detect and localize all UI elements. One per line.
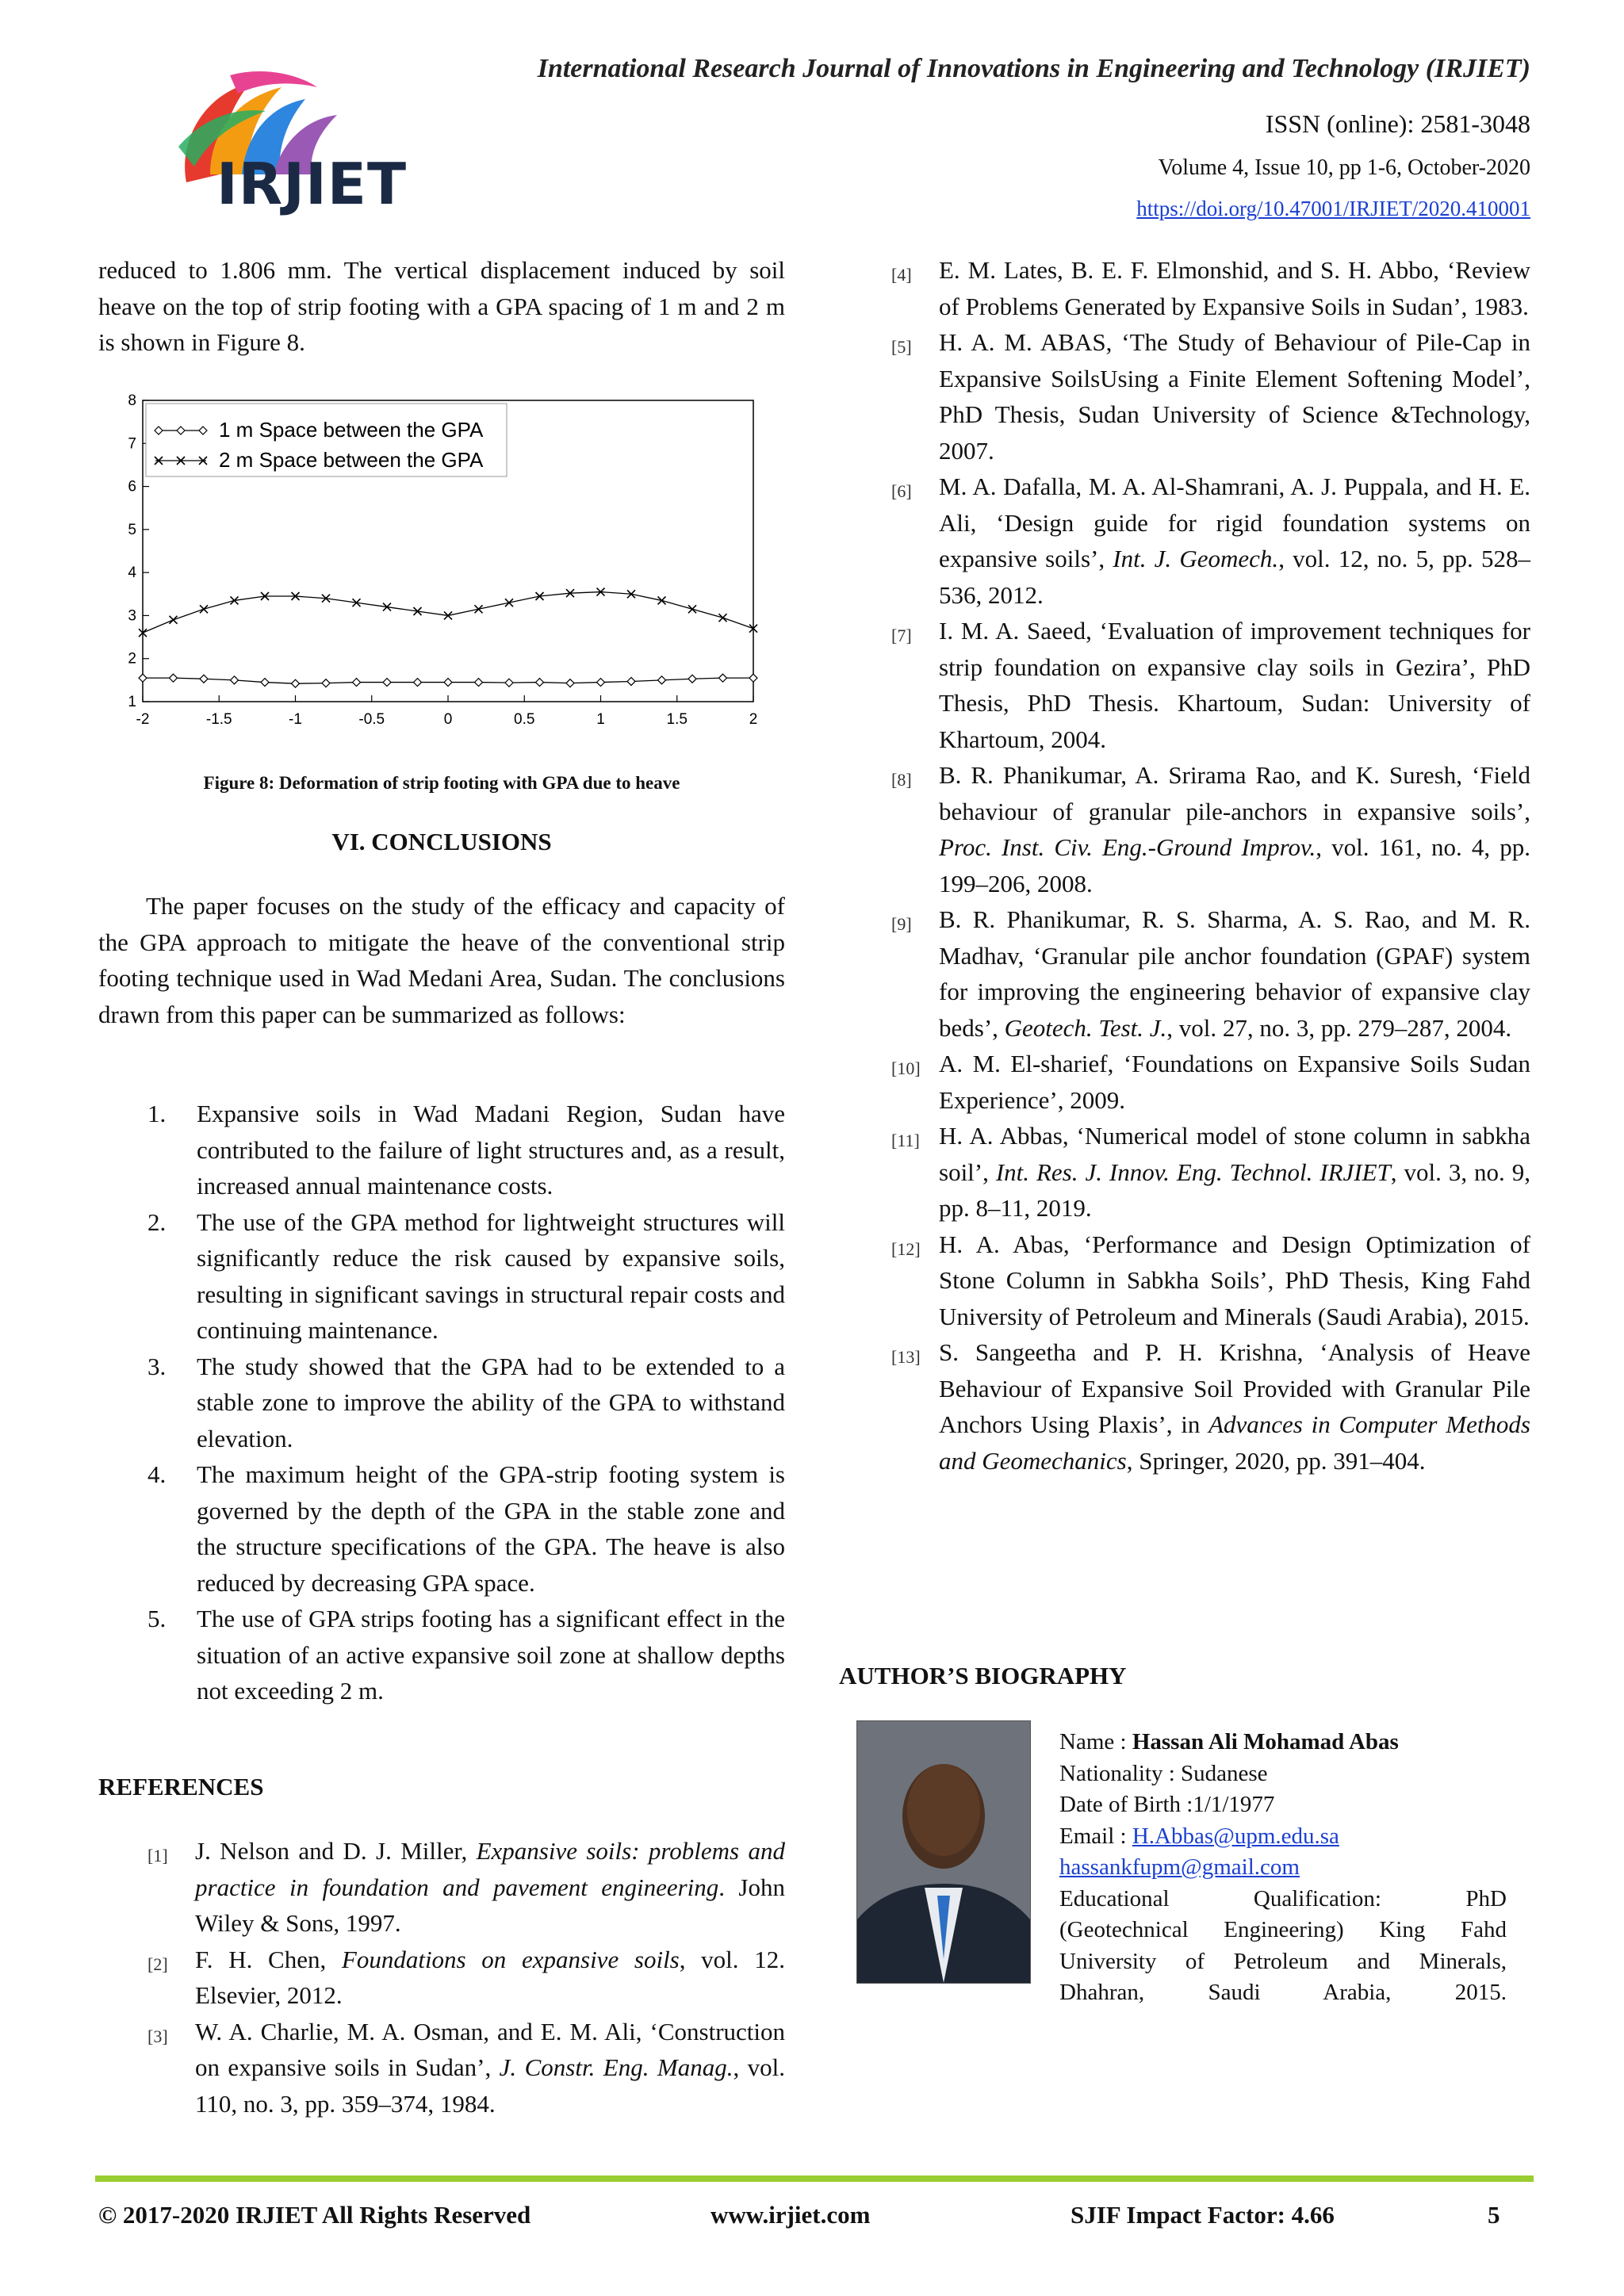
- reference-text: H. A. Abas, ‘Performance and Design Optimization of Stone Column in Sabkha Soils’, PhD Thesis, King Fahd University of Petroleum and Minerals (Saudi Arabia), 2015.: [939, 1230, 1530, 1330]
- footer-copyright: © 2017-2020 IRJIET All Rights Reserved: [98, 2201, 531, 2229]
- issn: ISSN (online): 2581-3048: [1265, 109, 1530, 138]
- reference-text: A. M. El-sharief, ‘Foundations on Expansive Soils Sudan Experience’, 2009.: [939, 1050, 1530, 1114]
- data-point-diamond: [658, 676, 666, 684]
- reference-item: [891, 252, 1530, 324]
- reference-number: [8]: [891, 770, 912, 790]
- chart-svg: [119, 388, 777, 737]
- conclusion-text: The study showed that the GPA had to be extended to a stable zone to improve the ability of the GPA to withstand elevation.: [197, 1352, 785, 1452]
- data-point-diamond: [719, 674, 727, 682]
- reference-text: E. M. Lates, B. E. F. Elmonshid, and S. H. Abbo, ‘Review of Problems Generated by Expansive Soils in Sudan’, 1983.: [939, 256, 1530, 320]
- journal-logo: [155, 63, 408, 230]
- data-point-diamond: [383, 679, 391, 687]
- x-tick-label: -1.5: [205, 711, 232, 728]
- data-point-x: [200, 605, 208, 613]
- reference-text: M. A. Dafalla, M. A. Al-Shamrani, A. J. Puppala, and H. E. Ali, ‘Design guide for rigid foundation systems on expansive soils’, Int. J. Geomech., vol. 12, no. 5, pp. 528–536, 2012.: [939, 473, 1530, 609]
- conclusion-item: [98, 1349, 785, 1457]
- x-tick-label: 0.5: [514, 711, 535, 728]
- y-tick-label: 7: [128, 435, 136, 453]
- y-tick-label: 4: [128, 564, 136, 582]
- reference-text: F. H. Chen, Foundations on expansive soils, vol. 12. Elsevier, 2012.: [195, 1945, 785, 2009]
- reference-item: [147, 1833, 785, 1942]
- conclusions-intro: [98, 888, 785, 1032]
- reference-item: [891, 1226, 1530, 1335]
- bio-email-line-2: [1059, 1852, 1507, 1884]
- reference-number: [4]: [891, 265, 912, 285]
- footer-impact-factor: SJIF Impact Factor: 4.66: [1071, 2201, 1335, 2229]
- data-point-x: [170, 616, 178, 624]
- reference-item: [891, 901, 1530, 1046]
- reference-number: [7]: [891, 626, 912, 645]
- bio-education-2: (Geotechnical Engineering) King Fahd: [1059, 1917, 1507, 1942]
- x-tick-label: 0: [443, 711, 453, 728]
- conclusion-number: 4.: [147, 1460, 167, 1488]
- data-point-diamond: [566, 679, 574, 687]
- bio-nationality: Nationality : Sudanese: [1059, 1760, 1268, 1786]
- author-bio: [1059, 1727, 1507, 2009]
- data-point-x: [688, 605, 696, 613]
- data-point-x: [505, 599, 513, 607]
- reference-number: [5]: [891, 337, 912, 357]
- reference-number: [6]: [891, 481, 912, 501]
- intro-paragraph: reduced to 1.806 mm. The vertical displacement induced by soil heave on the top of strip footing with a GPA spacing of 1 m and 2 m is shown in Figure 8.: [98, 256, 785, 356]
- data-point-diamond: [200, 675, 208, 683]
- bio-email-label: Email :: [1059, 1823, 1132, 1849]
- bio-education-1: Educational Qualification: PhD: [1059, 1885, 1507, 1911]
- data-point-diamond: [231, 676, 239, 684]
- legend-label: 1 m Space between the GPA: [219, 418, 484, 442]
- reference-text: J. Nelson and D. J. Miller, Expansive soils: problems and practice in foundation and pavement engineering. John Wiley & Sons, 1997.: [195, 1837, 785, 1937]
- biography-heading: AUTHOR’S BIOGRAPHY: [839, 1662, 1127, 1689]
- data-point-diamond: [261, 679, 269, 687]
- conclusion-number: 1.: [147, 1100, 167, 1127]
- y-tick-label: 3: [128, 607, 136, 625]
- data-point-diamond: [444, 679, 452, 687]
- data-point-diamond: [170, 674, 178, 682]
- data-point-diamond: [688, 675, 696, 683]
- conclusion-item: [98, 1096, 785, 1204]
- conclusion-text: Expansive soils in Wad Madani Region, Sudan have contributed to the failure of light structures and, as a result, increased annual maintenance costs.: [197, 1100, 785, 1200]
- references-list-right: [891, 252, 1530, 1479]
- bio-email-1[interactable]: H.Abbas@upm.edu.sa: [1132, 1823, 1339, 1849]
- reference-text: H. A. Abbas, ‘Numerical model of stone column in sabkha soil’, Int. Res. J. Innov. Eng. Technol. IRJIET, vol. 3, no. 9, pp. 8–11, 2019.: [939, 1122, 1530, 1222]
- data-point-diamond: [536, 679, 544, 687]
- conclusion-number: 5.: [147, 1605, 167, 1632]
- figure-8-chart: [119, 388, 777, 737]
- reference-item: [147, 2014, 785, 2122]
- reference-number: [13]: [891, 1347, 921, 1367]
- data-point-diamond: [353, 679, 361, 687]
- bio-email-line: [1059, 1821, 1507, 1853]
- reference-item: [891, 1046, 1530, 1118]
- reference-text: B. R. Phanikumar, R. S. Sharma, A. S. Rao, and M. R. Madhav, ‘Granular pile anchor foundation (GPAF) system for improving the engineering behavior of expansive clay beds’, Geotech. Test. J., vol. 27, no. 3, pp. 279–287, 2004.: [939, 905, 1530, 1042]
- reference-item: [891, 324, 1530, 469]
- author-photo-graphic: [857, 1721, 1030, 1983]
- reference-text: W. A. Charlie, M. A. Osman, and E. M. Ali, ‘Construction on expansive soils in Sudan’, J. Constr. Eng. Manag., vol. 110, no. 3, pp. 359–374, 1984.: [195, 2017, 785, 2118]
- x-tick-label: 1.5: [666, 711, 688, 728]
- footer-page-number: 5: [1488, 2201, 1500, 2229]
- references-heading: REFERENCES: [98, 1773, 264, 1800]
- reference-number: [1]: [147, 1846, 168, 1866]
- conclusion-item: [98, 1456, 785, 1601]
- data-point-diamond: [627, 677, 635, 685]
- data-point-diamond: [475, 679, 483, 687]
- y-tick-label: 1: [128, 694, 136, 710]
- conclusion-number: 3.: [147, 1352, 167, 1380]
- conclusion-text: The use of GPA strips footing has a significant effect in the situation of an active expansive soil zone at shallow depths not exceeding 2 m.: [197, 1605, 785, 1705]
- data-point-diamond: [292, 679, 300, 687]
- reference-item: [891, 1334, 1530, 1479]
- conclusion-number: 2.: [147, 1207, 167, 1236]
- figure-caption: Figure 8: Deformation of strip footing with GPA due to heave: [203, 773, 680, 793]
- reference-item: [147, 1942, 785, 2014]
- reference-number: [2]: [147, 1954, 168, 1974]
- conclusions-heading: VI. CONCLUSIONS: [331, 828, 552, 855]
- bio-name: Hassan Ali Mohamad Abas: [1132, 1729, 1399, 1755]
- x-tick-label: 2: [749, 711, 758, 728]
- bio-education-4: Dhahran, Saudi Arabia, 2015.: [1059, 1980, 1507, 2005]
- x-tick-label: 1: [596, 711, 605, 728]
- data-point-x: [475, 605, 483, 613]
- conclusion-text: The use of the GPA method for lightweight structures will significantly reduce the risk caused by expansive soils, resulting in significant savings in structural repair costs and continuing maintenance.: [197, 1207, 785, 1344]
- reference-item: [891, 469, 1530, 613]
- footer-website[interactable]: www.irjiet.com: [710, 2201, 871, 2229]
- bio-email-2[interactable]: hassankfupm@gmail.com: [1059, 1854, 1300, 1880]
- reference-item: [891, 1118, 1530, 1226]
- conclusion-item: [98, 1601, 785, 1709]
- footer-rule: [95, 2175, 1534, 2182]
- reference-text: B. R. Phanikumar, A. Srirama Rao, and K. Suresh, ‘Field behaviour of granular pile-anchors in expansive soils’, Proc. Inst. Civ. Eng.-Ground Improv., vol. 161, no. 4, pp. 199–206, 2008.: [939, 761, 1530, 897]
- series-line: [143, 592, 753, 633]
- reference-number: [11]: [891, 1131, 920, 1150]
- references-list-left: [147, 1833, 785, 2122]
- reference-text: S. Sangeetha and P. H. Krishna, ‘Analysis of Heave Behaviour of Expansive Soil Provided with Granular Pile Anchors Using Plaxis’, in Advances in Computer Methods and Geomechanics, Springer, 2020, pp. 391–404.: [939, 1338, 1531, 1475]
- conclusions-intro-text: The paper focuses on the study of the efficacy and capacity of the GPA approach to mitigate the heave of the conventional strip footing technique used in Wad Medani Area, Sudan. The conclusions drawn from this paper can be summarized as follows:: [98, 892, 785, 1028]
- x-tick-label: -1: [289, 711, 302, 728]
- reference-text: H. A. M. ABAS, ‘The Study of Behaviour of Pile-Cap in Expansive SoilsUsing a Finite Element Softening Model’, PhD Thesis, Sudan University of Science &Technology, 2007.: [939, 328, 1530, 465]
- x-tick-label: -0.5: [358, 711, 385, 728]
- conclusion-text: The maximum height of the GPA-strip footing system is governed by the depth of the GPA in the stable zone and the structure specifications of the GPA. The heave is also reduced by decreasing GPA space.: [197, 1460, 785, 1597]
- bio-education-3: University of Petroleum and Minerals,: [1059, 1948, 1507, 1974]
- journal-title: International Research Journal of Innovations in Engineering and Technology (IRJIET): [537, 54, 1530, 83]
- data-point-diamond: [505, 679, 513, 687]
- legend-label: 2 m Space between the GPA: [219, 448, 484, 472]
- doi-link[interactable]: https://doi.org/10.47001/IRJIET/2020.410001: [1136, 197, 1530, 220]
- data-point-x: [658, 596, 666, 604]
- data-point-x: [719, 614, 727, 622]
- y-tick-label: 2: [128, 650, 136, 668]
- bio-dob: Date of Birth :1/1/1977: [1059, 1792, 1275, 1817]
- logo-text: IRJIET: [216, 151, 408, 217]
- reference-number: [9]: [891, 914, 912, 934]
- y-tick-label: 5: [128, 521, 136, 538]
- conclusions-list: [98, 1096, 785, 1709]
- data-point-diamond: [749, 674, 757, 682]
- reference-number: [10]: [891, 1058, 921, 1078]
- reference-item: [891, 757, 1530, 901]
- x-tick-label: -2: [136, 711, 150, 728]
- reference-number: [12]: [891, 1238, 921, 1259]
- reference-item: [891, 613, 1530, 757]
- volume-info: Volume 4, Issue 10, pp 1-6, October-2020: [1158, 155, 1530, 180]
- bio-name-label: Name :: [1059, 1729, 1132, 1755]
- author-photo: [856, 1720, 1031, 1984]
- reference-number: [3]: [147, 2026, 168, 2046]
- bio-name-line: [1059, 1727, 1507, 1758]
- y-tick-label: 6: [128, 478, 136, 496]
- data-point-diamond: [322, 679, 330, 687]
- data-point-diamond: [597, 679, 605, 687]
- conclusion-item: [98, 1204, 785, 1349]
- data-point-diamond: [414, 679, 422, 687]
- data-point-diamond: [139, 674, 147, 682]
- y-tick-label: 8: [128, 392, 136, 409]
- reference-text: I. M. A. Saeed, ‘Evaluation of improvement techniques for strip foundation on expansive clay soils in Gezira’, PhD Thesis, PhD Thesis. Khartoum, Sudan: University of Khartoum, 2004.: [939, 617, 1530, 753]
